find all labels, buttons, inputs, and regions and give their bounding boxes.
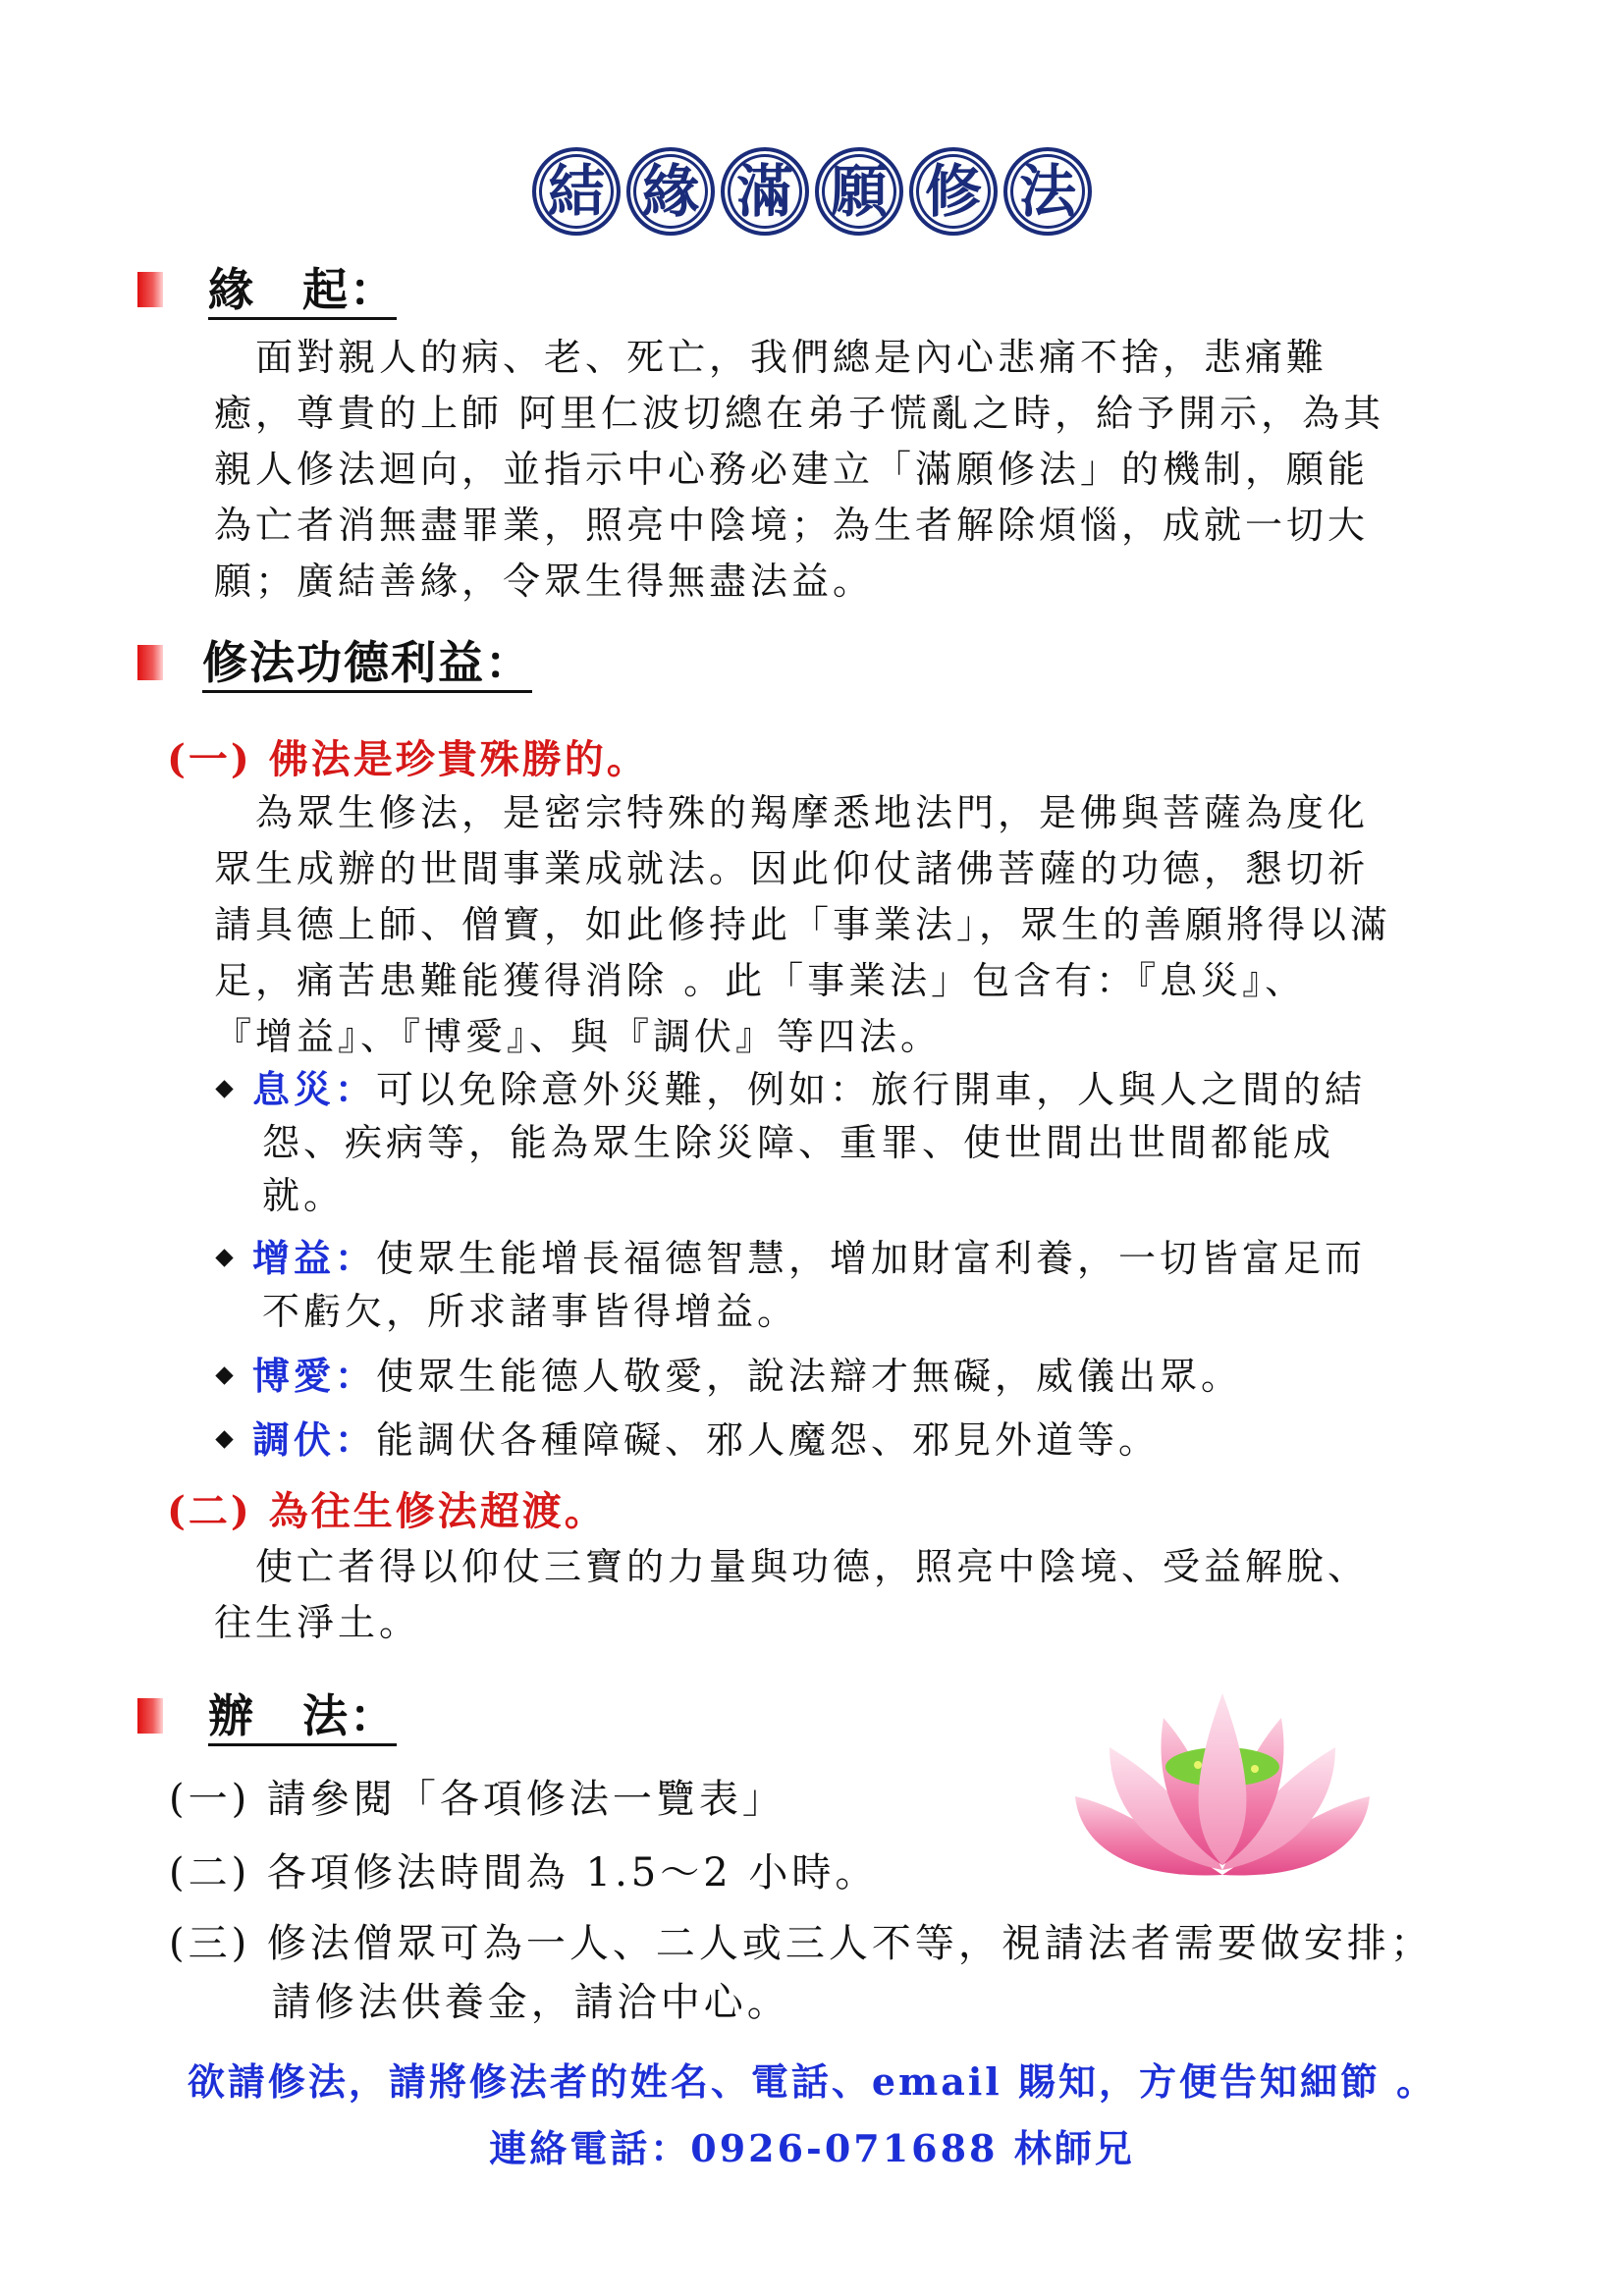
text-line: (三) 修法僧眾可為一人、二人或三人不等，視請法者需要做安排； (169, 1921, 1434, 1966)
text-line: 為眾生修法，是密宗特殊的羯摩悉地法門，是佛與菩薩為度化 (214, 791, 1370, 834)
section-heading-text: 修法功德利益： (202, 638, 532, 693)
diamond-bullet-icon (215, 1366, 233, 1384)
text-line: 請具德上師、僧寶，如此修持此「事業法」，眾生的善願將得以滿 (214, 903, 1392, 946)
text-line: (二) 各項修法時間為 1.5～2 小時。 (169, 1850, 879, 1896)
text-line: 眾生成辦的世間事業成就法。因此仰仗諸佛菩薩的功德，懇切祈 (214, 847, 1370, 890)
text-line: 願；廣結善緣，令眾生得無盡法益。 (214, 560, 875, 603)
diamond-bullet-icon (215, 1080, 233, 1097)
text-line: 癒，尊貴的上師 阿里仁波切總在弟子慌亂之時，給予開示，為其 (214, 392, 1385, 435)
diamond-bullet-icon (215, 1249, 233, 1266)
contact-request: 欲請修法，請將修法者的姓名、電話、email 賜知，方便告知細節 。 (187, 2059, 1437, 2104)
method-item (169, 1914, 1434, 2032)
text-line: 怨、疾病等，能為眾生除災障、重罪、使世間出世間都能成 (262, 1121, 1335, 1164)
section-heading-method (208, 1691, 397, 1746)
title-char: 結 (532, 147, 621, 236)
origin-paragraph (214, 330, 1384, 610)
title-char: 滿 (721, 147, 809, 236)
bullet-term: 調伏： (252, 1417, 377, 1462)
bullet-item (218, 1232, 1366, 1338)
text-line: 『增益』、『博愛』、與『調伏』等四法。 (214, 1015, 943, 1058)
text-line: 足，痛苦患難能獲得消除 。此「事業法」包含有：『息災』、 (214, 959, 1307, 1002)
bullet-term: 息災： (252, 1067, 377, 1111)
text-line: 能調伏各種障礙、邪人魔怨、邪見外道等。 (376, 1418, 1161, 1462)
lotus-icon (1070, 1688, 1375, 1885)
section-heading-text: 緣 起： (208, 265, 397, 320)
text-line: 面對親人的病、老、死亡，我們總是內心悲痛不捨，悲痛難 (214, 336, 1328, 379)
part2-paragraph (214, 1539, 1369, 1651)
section-marker-icon (137, 1698, 163, 1734)
title-char: 緣 (626, 147, 715, 236)
text-line: 使亡者得以仰仗三寶的力量與功德，照亮中陰境、受益解脫、 (214, 1545, 1370, 1588)
method-item (169, 1770, 785, 1829)
bullet-item (218, 1350, 1242, 1403)
text-line: 往生淨土。 (214, 1601, 421, 1644)
method-item (169, 1843, 878, 1902)
subheading-part1: (一) 佛法是珍貴殊勝的。 (167, 736, 649, 782)
section-heading-text: 辦 法： (208, 1691, 397, 1746)
text-line: 可以免除意外災難，例如：旅行開車，人與人之間的結 (376, 1068, 1367, 1111)
section-marker-icon (137, 272, 163, 307)
diamond-bullet-icon (215, 1430, 233, 1448)
text-line: 使眾生能增長福德智慧，增加財富利養，一切皆富足而 (376, 1237, 1367, 1280)
text-line: (一) 請參閱「各項修法一覽表」 (169, 1777, 785, 1822)
title-char: 修 (909, 147, 998, 236)
part1-paragraph (214, 785, 1391, 1065)
text-line: 就。 (262, 1174, 346, 1217)
title-char: 法 (1003, 147, 1092, 236)
title-char: 願 (815, 147, 903, 236)
text-line: 使眾生能德人敬愛，說法辯才無礙，威儀出眾。 (376, 1355, 1243, 1398)
section-heading-merit (202, 638, 532, 693)
text-line: 為亡者消無盡罪業，照亮中陰境；為生者解除煩惱，成就一切大 (214, 504, 1370, 547)
subheading-part2: (二) 為往生修法超渡。 (167, 1488, 607, 1534)
bullet-item (218, 1063, 1366, 1222)
contact-phone: 連絡電話：0926-071688 林師兄 (489, 2126, 1135, 2170)
section-marker-icon (137, 645, 163, 680)
text-line: 親人修法迴向，並指示中心務必建立「滿願修法」的機制，願能 (214, 448, 1370, 491)
text-line: 請修法供養金，請洽中心。 (169, 1980, 790, 2025)
bullet-item (218, 1414, 1160, 1467)
section-heading-origin (208, 265, 397, 320)
bullet-term: 增益： (252, 1236, 377, 1280)
bullet-term: 博愛： (252, 1354, 377, 1398)
text-line: 不虧欠，所求諸事皆得增益。 (262, 1290, 799, 1333)
page-title (0, 147, 1624, 236)
